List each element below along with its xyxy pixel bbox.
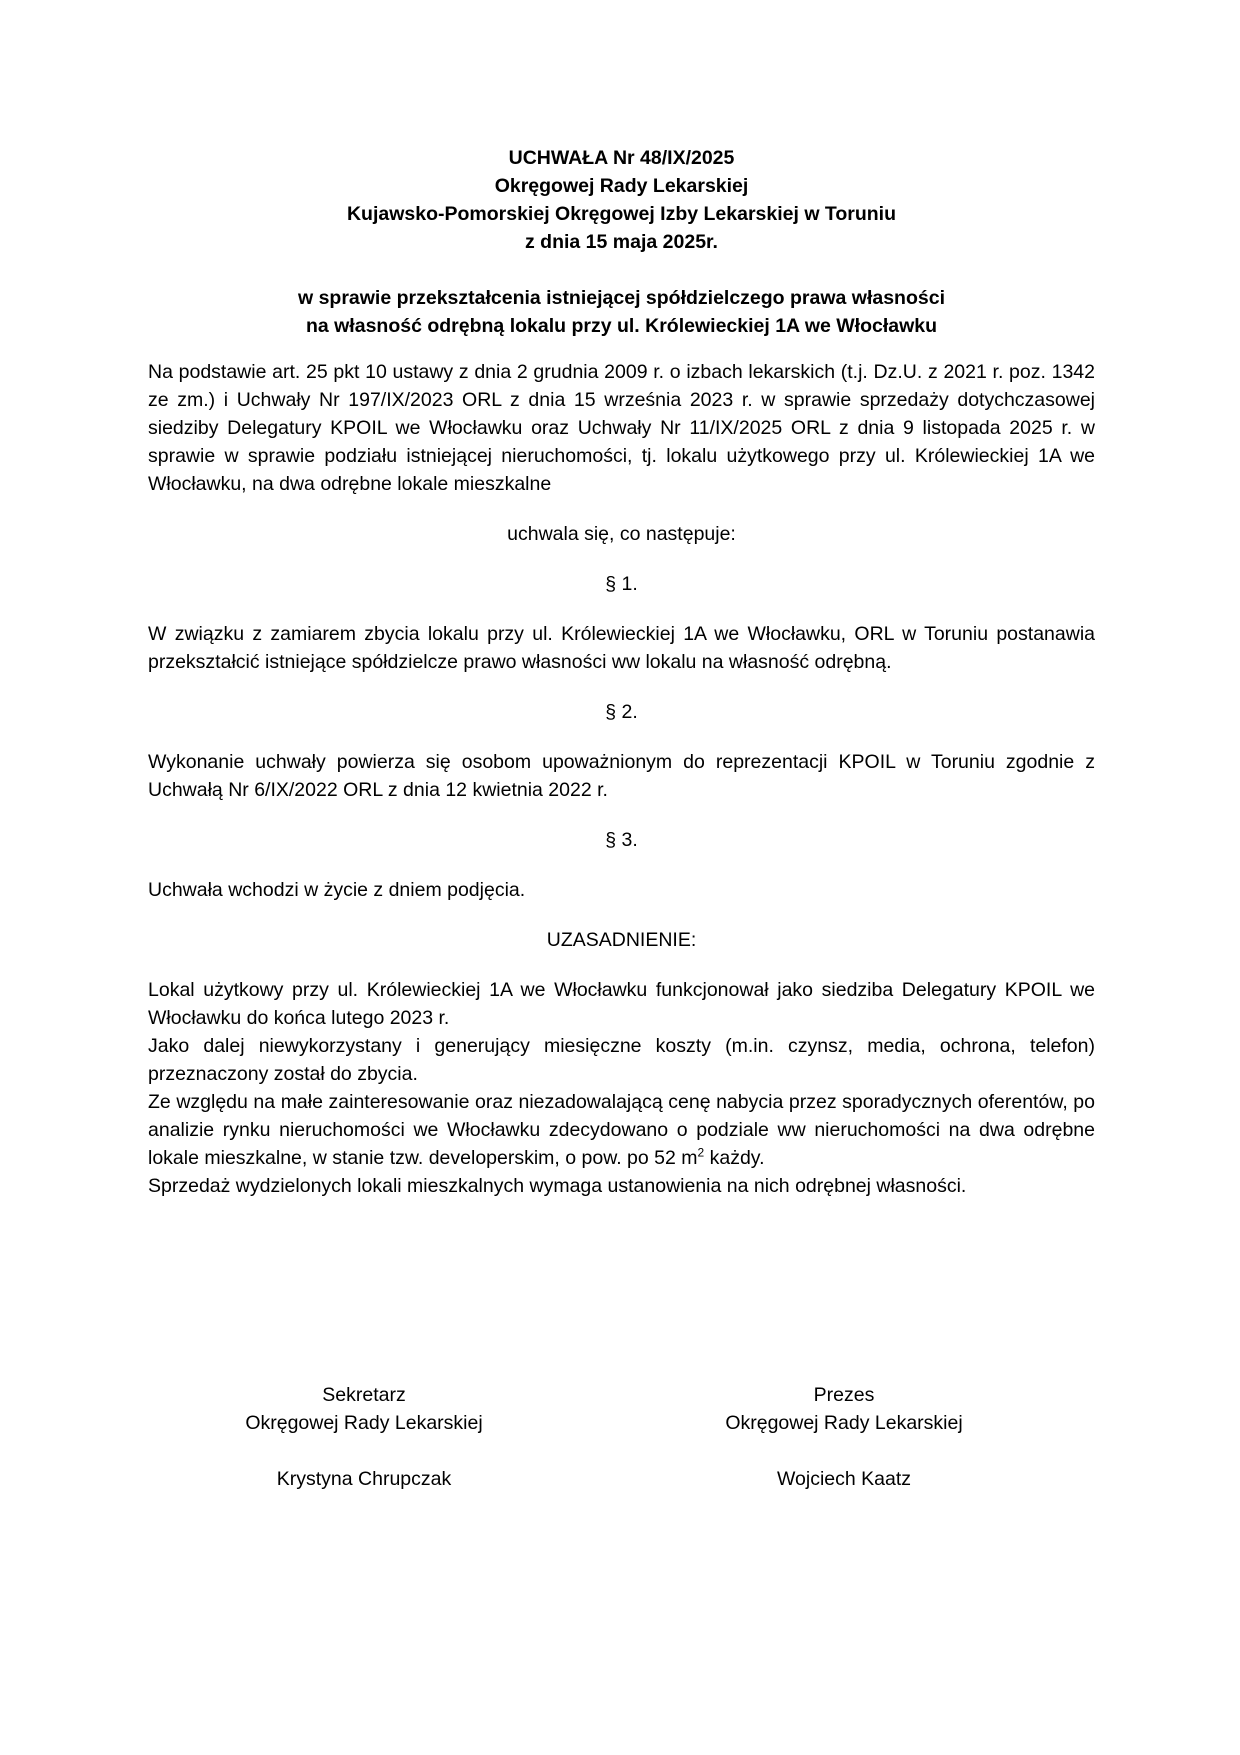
- subject-line-2: na własność odrębną lokalu przy ul. Królewieckiej 1A we Włocławku: [305, 315, 938, 337]
- resolves-phrase: uchwala się, co następuje:: [507, 523, 736, 545]
- justification-paragraph-4: Sprzedaż wydzielonych lokali mieszkalnych wymaga ustanowienia na nich odrębnej własności.: [148, 1175, 967, 1197]
- president-body: Okręgowej Rady Lekarskiej: [725, 1412, 963, 1434]
- secretary-body: Okręgowej Rady Lekarskiej: [245, 1412, 483, 1434]
- justification-paragraph-2: Jako dalej niewykorzystany i generujący miesięczne koszty (m.in. czynsz, media, ochrona, telefon) przeznaczony został do zbycia.: [148, 1035, 1095, 1085]
- resolution-date: z dnia 15 maja 2025r.: [525, 231, 718, 253]
- legal-basis-paragraph: Na podstawie art. 25 pkt 10 ustawy z dnia 2 grudnia 2009 r. o izbach lekarskich (t.j. Dz.U. z 2021 r. poz. 1342 ze zm.) i Uchwały Nr 197/IX/2023 ORL z dnia 15 września 2023 r. w sprawie sprzedaży dotychczasowej siedziby Delegatury KPOIL we Włocławku oraz Uchwały Nr 11/IX/2025 ORL z dnia 9 listopada 2025 r. w sprawie w sprawie podziału istniejącej nieruchomości, tj. lokalu użytkowego przy ul. Królewieckiej 1A we Włocławku, na dwa odrębne lokale mieszkalne: [148, 361, 1095, 495]
- section-1-text: W związku z zamiarem zbycia lokalu przy ul. Królewieckiej 1A we Włocławku, ORL w Toruniu postanawia przekształcić istniejące spółdzielcze prawo własności ww lokalu na własność odrębną.: [148, 623, 1095, 673]
- secretary-name: Krystyna Chrupczak: [276, 1468, 452, 1490]
- secretary-signature: [154, 1381, 574, 1493]
- justification-body: [148, 976, 1095, 1200]
- justification-paragraph-3: [148, 1088, 1095, 1172]
- justification-paragraph-3-text: Ze względu na małe zainteresowanie oraz niezadowalającą cenę nabycia przez sporadycznych oferentów, po analizie rynku nieruchomości we Włocławku zdecydowano o podziale ww nieruchomości na dwa odrębne lokale mieszkalne, w stanie tzw. developerskim, o pow. po 52 m: [148, 1091, 1095, 1169]
- chamber-name: Kujawsko-Pomorskiej Okręgowej Izby Lekarskiej w Toruniu: [346, 203, 897, 225]
- president-signature: [634, 1381, 1054, 1493]
- document-body: [148, 144, 1095, 1200]
- president-role: Prezes: [813, 1384, 875, 1406]
- resolution-header: [148, 144, 1095, 256]
- section-1-mark: § 1.: [605, 573, 638, 595]
- justification-title: UZASADNIENIE:: [546, 929, 697, 951]
- secretary-role: Sekretarz: [322, 1384, 406, 1406]
- section-2-text: Wykonanie uchwały powierza się osobom upoważnionym do reprezentacji KPOIL w Toruniu zgodnie z Uchwałą Nr 6/IX/2022 ORL z dnia 12 kwietnia 2022 r.: [148, 751, 1095, 801]
- issuing-body: Okręgowej Rady Lekarskiej: [494, 175, 749, 197]
- section-2-mark: § 2.: [605, 701, 638, 723]
- resolution-number: UCHWAŁA Nr 48/IX/2025: [508, 147, 735, 169]
- justification-paragraph-1: Lokal użytkowy przy ul. Królewieckiej 1A we Włocławku funkcjonował jako siedziba Delegatury KPOIL we Włocławku do końca lutego 2023 r.: [148, 979, 1095, 1029]
- subject-line-1: w sprawie przekształcenia istniejącej spółdzielczego prawa własności: [297, 287, 945, 309]
- president-name: Wojciech Kaatz: [776, 1468, 912, 1490]
- section-3-mark: § 3.: [605, 829, 638, 851]
- resolution-subject: [148, 284, 1095, 340]
- justification-paragraph-3-end: każdy.: [704, 1147, 765, 1169]
- square-meter-superscript: 2: [697, 1145, 705, 1160]
- section-3-text: Uchwała wchodzi w życie z dniem podjęcia.: [148, 879, 526, 901]
